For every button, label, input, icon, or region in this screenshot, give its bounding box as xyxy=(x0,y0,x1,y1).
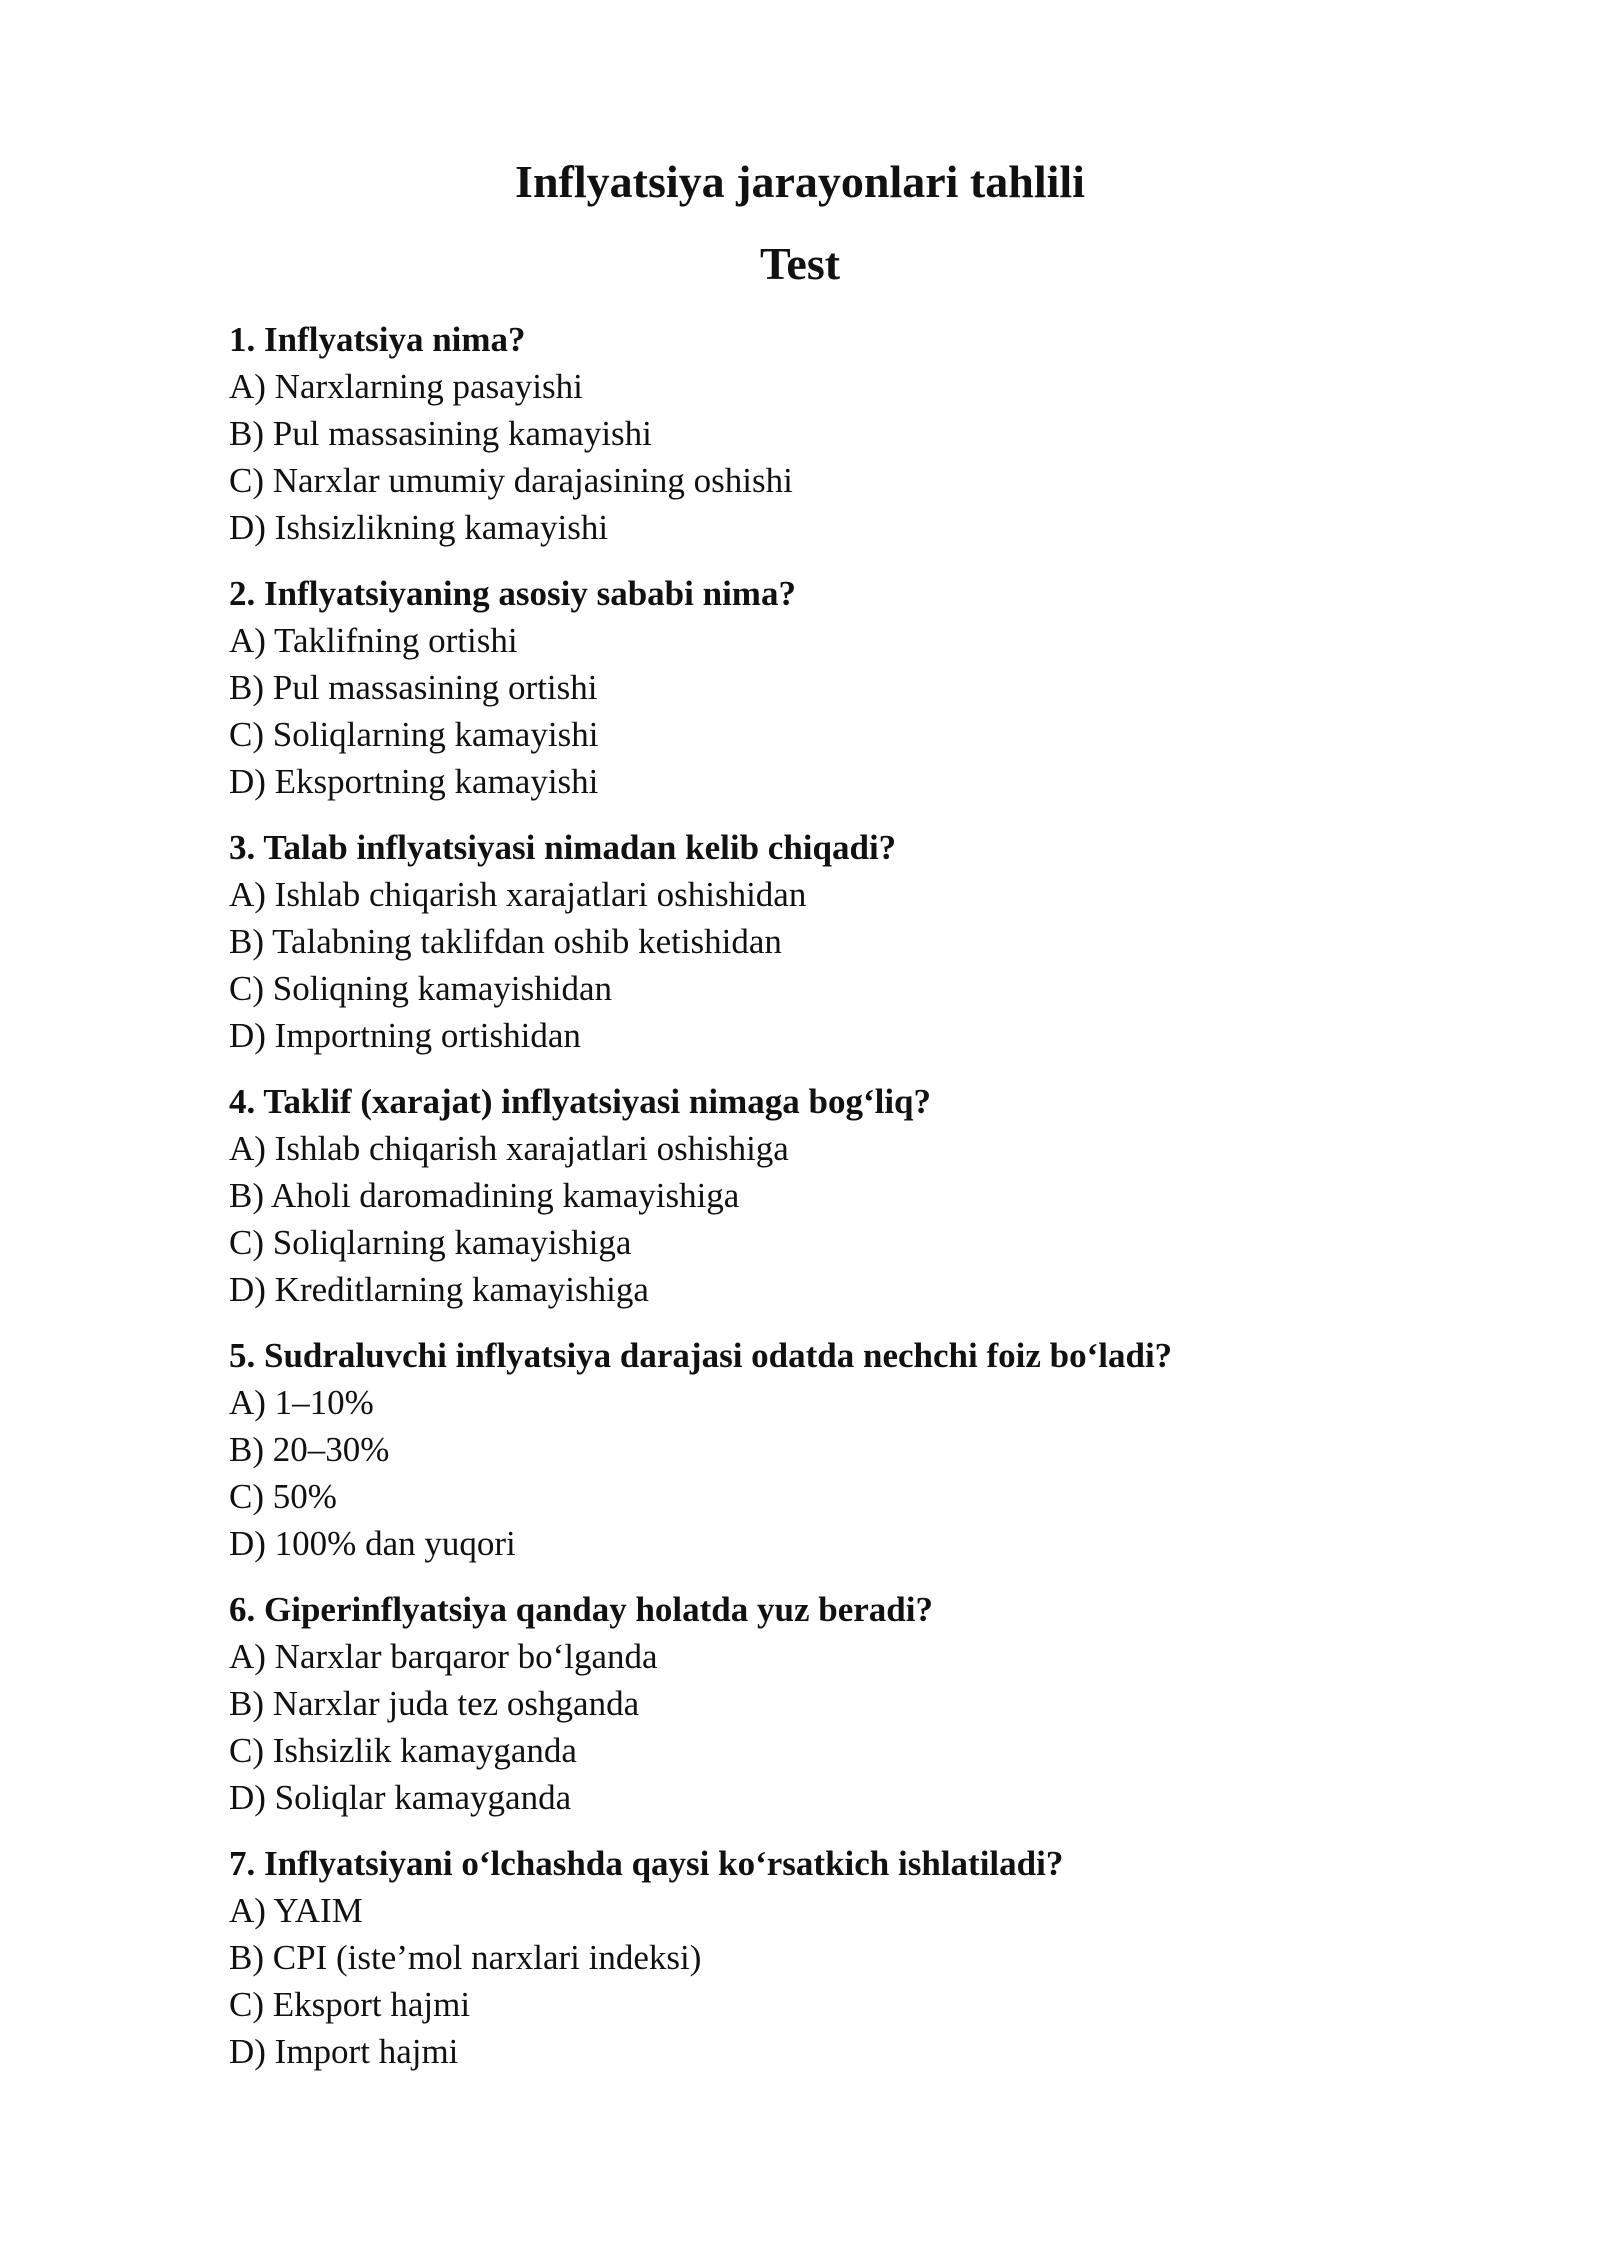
option-a: A) Ishlab chiqarish xarajatlari oshishidan xyxy=(229,875,807,914)
question-text: 5. Sudraluvchi inflyatsiya darajasi odatda nechchi foiz bo‘ladi? xyxy=(229,1336,1173,1375)
question-6 xyxy=(229,1586,1529,1821)
option-d: D) Kreditlarning kamayishiga xyxy=(229,1270,649,1309)
answer-options xyxy=(229,1887,1529,2075)
option-a: A) Narxlarning pasayishi xyxy=(229,367,583,406)
question-5 xyxy=(229,1332,1529,1567)
option-d: D) Importning ortishidan xyxy=(229,1016,581,1055)
question-text: 4. Taklif (xarajat) inflyatsiyasi nimaga bog‘liq? xyxy=(229,1082,932,1121)
question-text: 6. Giperinflyatsiya qanday holatda yuz beradi? xyxy=(229,1590,933,1629)
question-text: 3. Talab inflyatsiyasi nimadan kelib chiqadi? xyxy=(229,828,897,867)
option-c: C) Soliqlarning kamayishi xyxy=(229,715,599,754)
option-a: A) Ishlab chiqarish xarajatlari oshishiga xyxy=(229,1129,789,1168)
question-4 xyxy=(229,1078,1529,1313)
question-1 xyxy=(229,316,1529,551)
question-2 xyxy=(229,570,1529,805)
question-text: 2. Inflyatsiyaning asosiy sababi nima? xyxy=(229,574,796,613)
answer-options xyxy=(229,1379,1529,1567)
option-b: B) 20–30% xyxy=(229,1430,390,1469)
question-text: 7. Inflyatsiyani o‘lchashda qaysi ko‘rsatkich ishlatiladi? xyxy=(229,1844,1064,1883)
option-d: D) Ishsizlikning kamayishi xyxy=(229,508,609,547)
option-b: B) Aholi daromadining kamayishiga xyxy=(229,1176,740,1215)
answer-options xyxy=(229,1633,1529,1821)
option-b: B) Pul massasining kamayishi xyxy=(229,414,652,453)
option-b: B) Pul massasining ortishi xyxy=(229,668,598,707)
option-a: A) YAIM xyxy=(229,1891,363,1930)
option-b: B) CPI (iste’mol narxlari indeksi) xyxy=(229,1938,702,1977)
question-list xyxy=(229,316,1529,2094)
question-text: 1. Inflyatsiya nima? xyxy=(229,320,526,359)
answer-options xyxy=(229,871,1529,1059)
document-title: Inflyatsiya jarayonlari tahlili xyxy=(515,156,1085,207)
question-3 xyxy=(229,824,1529,1059)
option-d: D) 100% dan yuqori xyxy=(229,1524,516,1563)
option-a: A) 1–10% xyxy=(229,1383,374,1422)
option-b: B) Narxlar juda tez oshganda xyxy=(229,1684,640,1723)
option-d: D) Import hajmi xyxy=(229,2032,459,2071)
question-7 xyxy=(229,1840,1529,2075)
option-a: A) Taklifning ortishi xyxy=(229,621,518,660)
option-c: C) Soliqning kamayishidan xyxy=(229,969,613,1008)
option-c: C) Soliqlarning kamayishiga xyxy=(229,1223,632,1262)
answer-options xyxy=(229,1125,1529,1313)
option-c: C) Eksport hajmi xyxy=(229,1985,471,2024)
option-d: D) Soliqlar kamayganda xyxy=(229,1778,572,1817)
option-c: C) Ishsizlik kamayganda xyxy=(229,1731,577,1770)
answer-options xyxy=(229,617,1529,805)
document-subtitle: Test xyxy=(759,238,841,289)
option-d: D) Eksportning kamayishi xyxy=(229,762,599,801)
option-c: C) 50% xyxy=(229,1477,337,1516)
option-c: C) Narxlar umumiy darajasining oshishi xyxy=(229,461,793,500)
option-a: A) Narxlar barqaror bo‘lganda xyxy=(229,1637,658,1676)
answer-options xyxy=(229,363,1529,551)
option-b: B) Talabning taklifdan oshib ketishidan xyxy=(229,922,782,961)
